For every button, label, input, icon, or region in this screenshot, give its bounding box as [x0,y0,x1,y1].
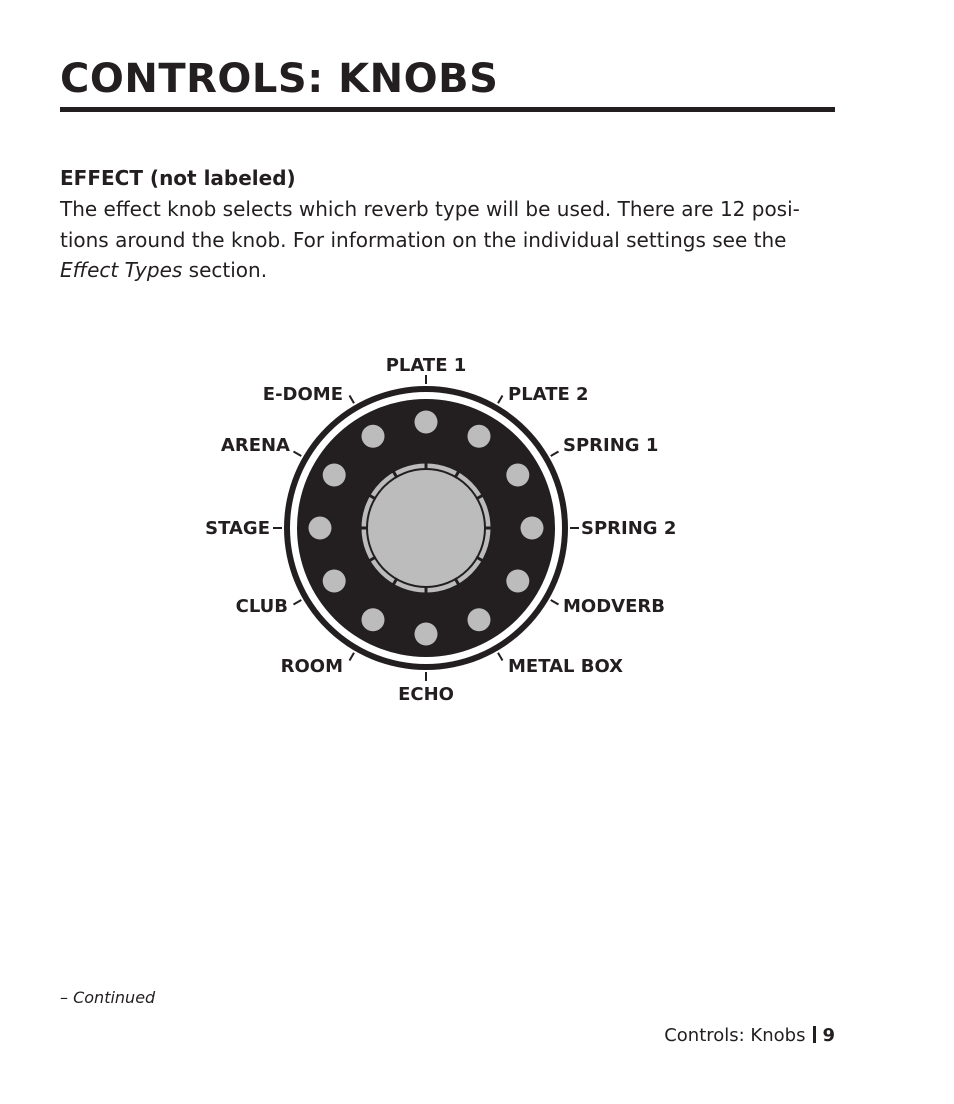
dot-arena [323,464,346,487]
effect-types-reference: Effect Types [60,258,183,282]
label-club: CLUB [235,596,288,617]
dot-modverb [506,570,529,593]
tick-arena [293,452,301,457]
tick-plate-2 [498,395,503,403]
label-arena: ARENA [220,435,290,456]
label-plate-1: PLATE 1 [385,355,467,376]
label-spring-1: SPRING 1 [563,435,659,456]
dot-club [323,570,346,593]
label-spring-2: SPRING 2 [581,518,677,539]
page-number: 9 [822,1025,835,1046]
knob-center [360,462,492,594]
description-line-2: tions around the knob. For information on the individual settings see the [60,227,787,252]
dot-plate-2 [468,425,491,448]
footer-section-name: Controls: Knobs [664,1025,806,1046]
description-line-1: The effect knob selects which reverb type will be used. There are 12 posi- [60,197,800,221]
tick-modverb [551,600,559,605]
label-stage: STAGE [205,518,270,539]
dot-echo [415,623,438,646]
label-metal-box: METAL BOX [508,656,624,677]
continued-note: – Continued [60,988,156,1007]
label-room: ROOM [280,656,343,677]
tick-spring-1 [551,452,559,457]
label-echo: ECHO [398,684,454,705]
knob-cap-outer [360,462,492,594]
dot-metal-box [468,608,491,631]
dot-e-dome [362,425,385,448]
page-title: CONTROLS: KNOBS [60,56,499,102]
dot-plate-1 [415,411,438,434]
label-plate-2: PLATE 2 [508,384,589,405]
section-heading: EFFECT (not labeled) [60,166,296,190]
dot-spring-2 [521,517,544,540]
label-modverb: MODVERB [563,596,665,617]
tick-e-dome [350,395,355,403]
tick-club [293,600,301,605]
tick-metal-box [498,653,503,661]
description-line-3-rest: section. [182,258,268,282]
dot-stage [309,517,332,540]
dot-spring-1 [506,464,529,487]
dot-room [362,608,385,631]
label-e-dome: E-DOME [262,384,343,405]
tick-room [350,653,355,661]
page-footer [664,1025,835,1046]
footer-divider [813,1026,816,1043]
